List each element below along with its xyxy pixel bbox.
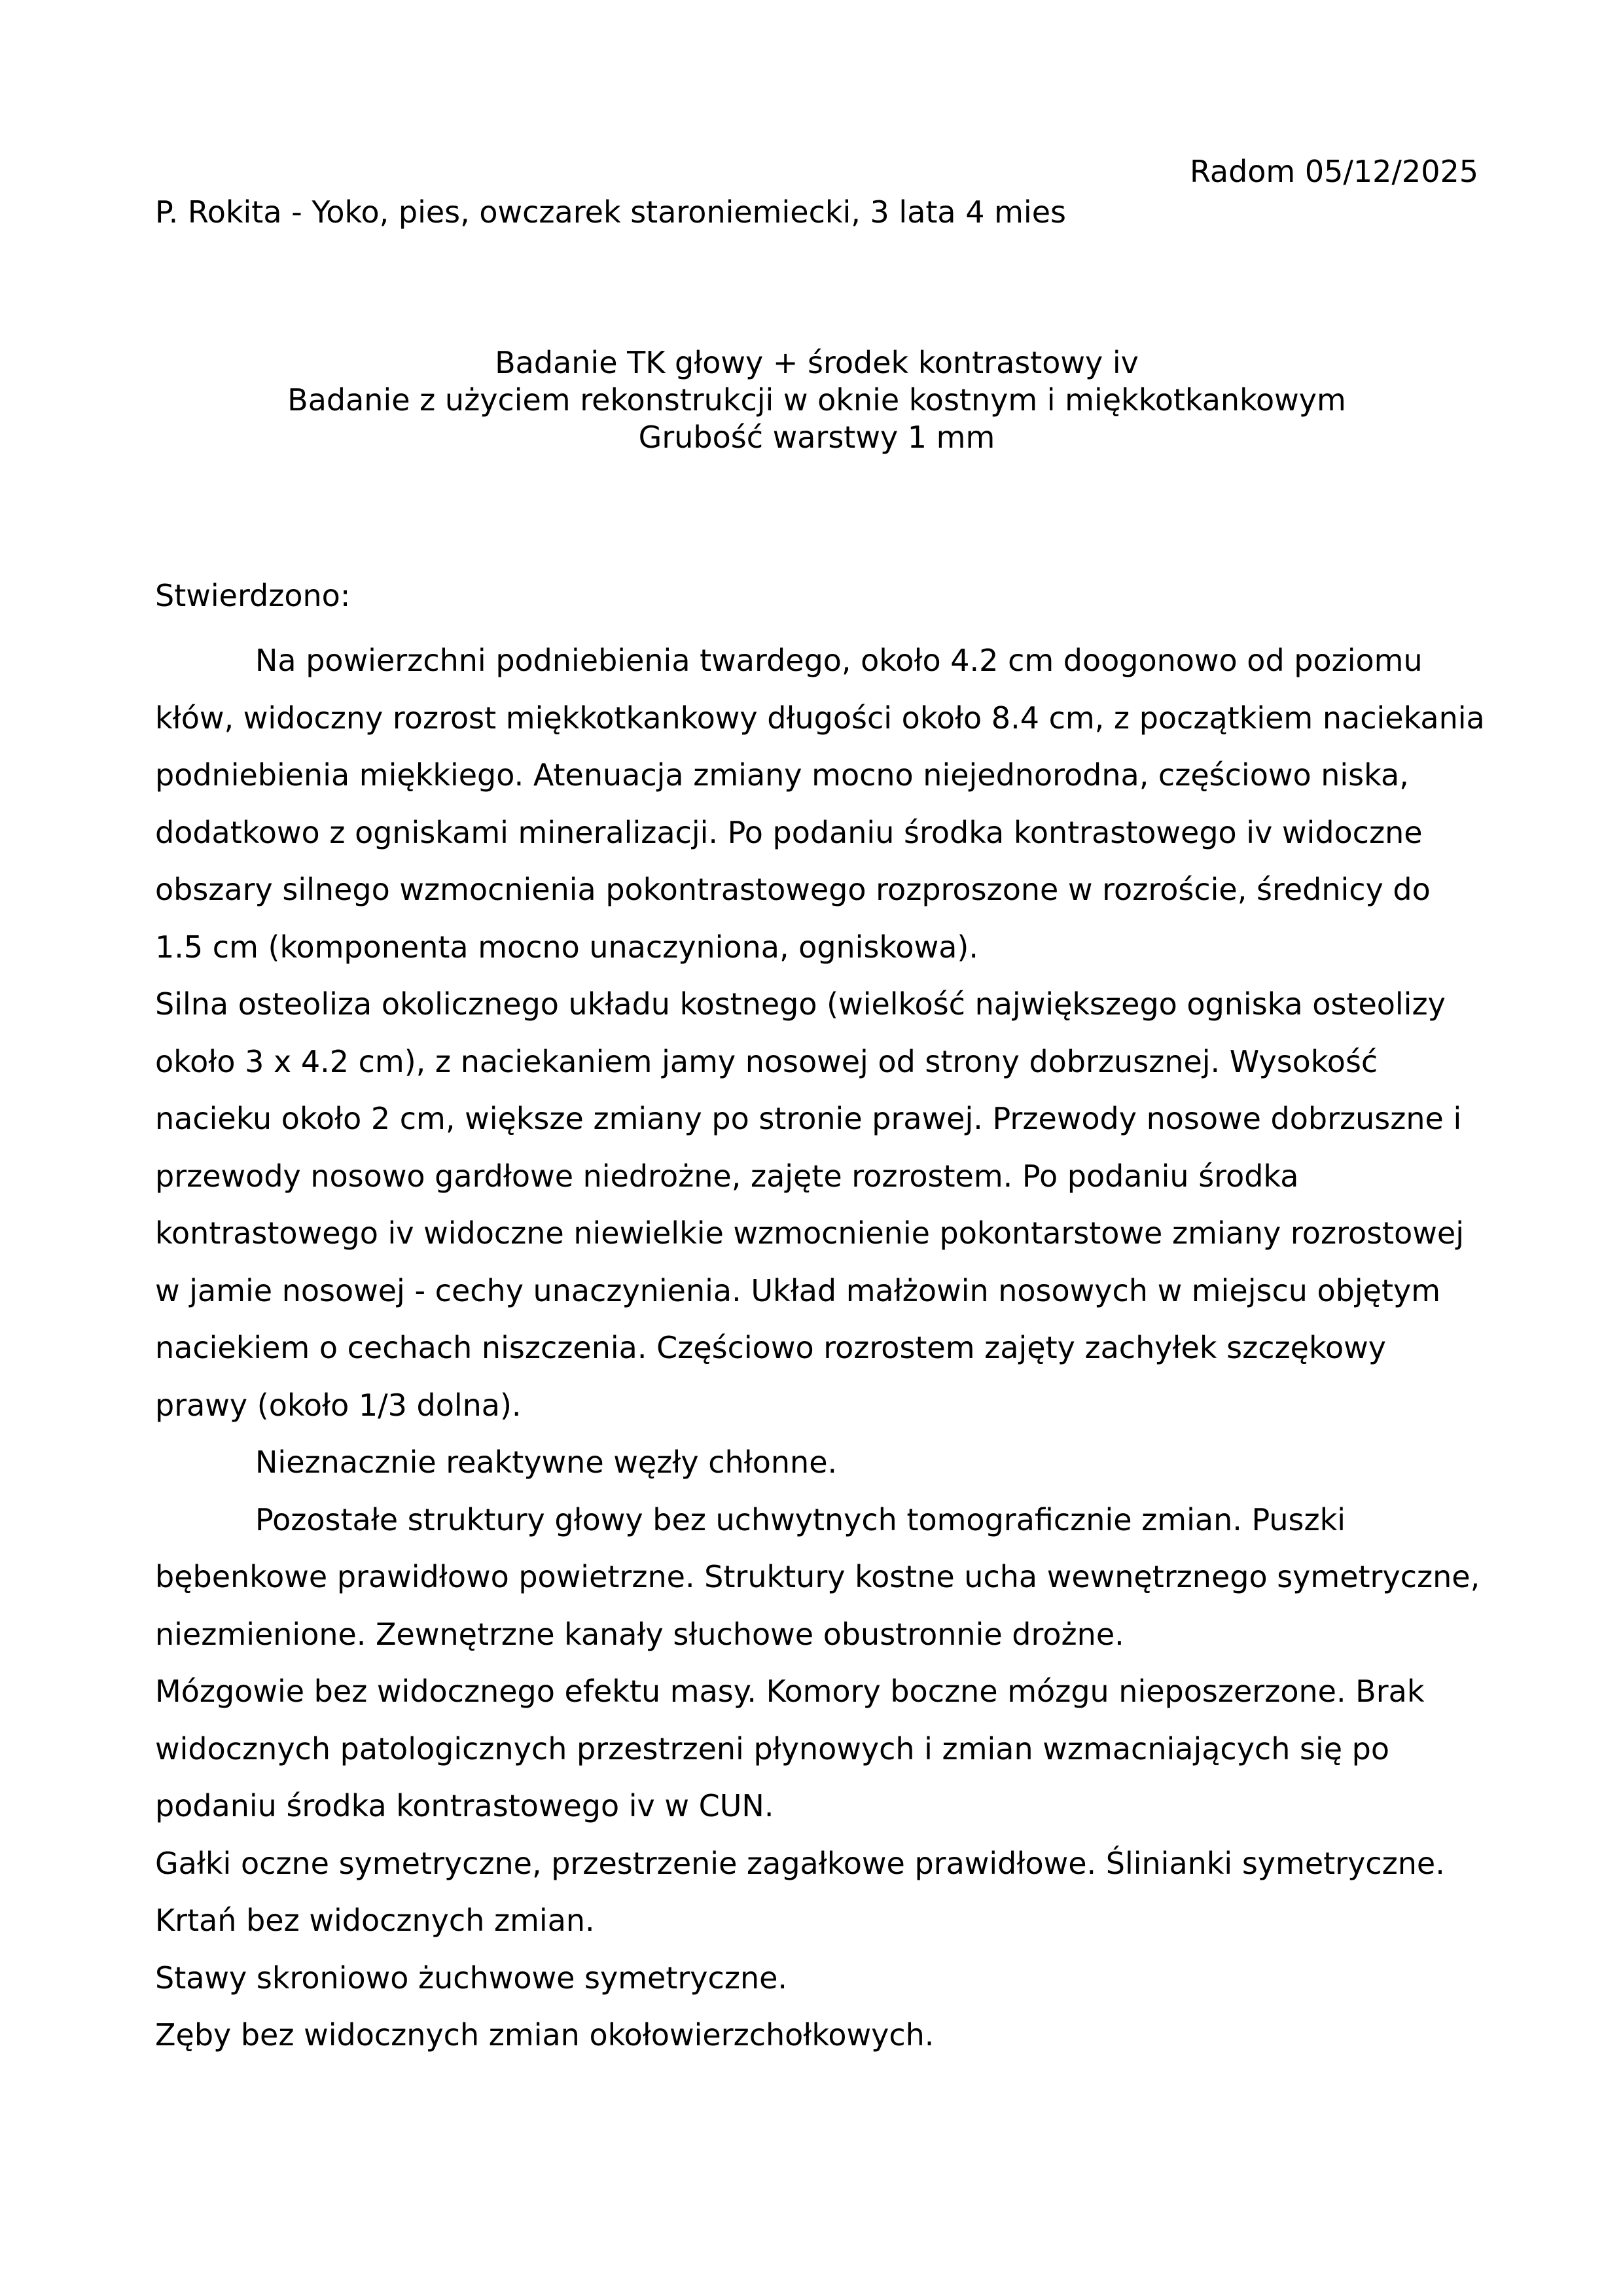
finding-paragraph-larynx: Krtań bez widocznych zmian. xyxy=(155,1903,595,1938)
patient-info: P. Rokita - Yoko, pies, owczarek staroniemiecki, 3 lata 4 mies xyxy=(155,194,1066,230)
finding-paragraph-head-structures: Pozostałe struktury głowy bez uchwytnych tomograficznie zmian. Puszki bębenkowe prawidłowo powietrzne. Struktury kostne ucha wewnętrznego symetryczne, niezmienione. Zewnętrzne kanały słuchowe obustronnie drożne. xyxy=(155,1501,1480,1652)
finding-paragraph-osteolysis: Silna osteoliza okolicznego układu kostnego (wielkość największego ogniska osteolizy około 3 x 4.2 cm), z naciekaniem jamy nosowej od strony dobrzusznej. Wysokość nacieku około 2 cm, większe zmiany po stronie prawej. Przewody nosowe dobrzuszne i przewody nosowo gardłowe niedrożne, zajęte rozrostem. Po podaniu środka kontrastowego iv widoczne niewielkie wzmocnienie pokontarstowe zmiany rozrostowej w jamie nosowej - cechy unaczynienia. Układ małżowin nosowych w miejscu objętym naciekiem o cechach niszczenia. Częściowo rozrostem zajęty zachyłek szczękowy prawy (około 1/3 dolna). xyxy=(155,986,1464,1423)
finding-paragraph-eyes: Gałki oczne symetryczne, przestrzenie zagałkowe prawidłowe. Ślinianki symetryczne. xyxy=(155,1845,1445,1881)
finding-paragraph-palate: Na powierzchni podniebienia twardego, około 4.2 cm doogonowo od poziomu kłów, widoczny rozrost miękkotkankowy długości około 8.4 cm, z początkiem naciekania podniebienia miękkiego. Atenuacja zmiany mocno niejednorodna, częściowo niska, dodatkowo z ogniskami mineralizacji. Po podaniu środka kontrastowego iv widoczne obszary silnego wzmocnienia pokontrastowego rozproszone w rozroście, średnicy do 1.5 cm (komponenta mocno unaczyniona, ogniskowa). xyxy=(155,643,1485,965)
finding-paragraph-brain: Mózgowie bez widocznego efektu masy. Komory boczne mózgu nieposzerzone. Brak widocznych patologicznych przestrzeni płynowych i zmian wzmacniających się po podaniu środka kontrastowego iv w CUN. xyxy=(155,1674,1425,1823)
findings-label: Stwierdzono: xyxy=(155,578,351,613)
report-date: Radom 05/12/2025 xyxy=(1189,154,1478,189)
exam-slice-thickness: Grubość warstwy 1 mm xyxy=(638,420,995,455)
findings-body xyxy=(155,632,1487,2064)
exam-reconstruction: Badanie z użyciem rekonstrukcji w oknie kostnym i miękkotkankowym xyxy=(287,382,1346,418)
exam-title: Badanie TK głowy + środek kontrastowy iv xyxy=(495,345,1139,380)
finding-paragraph-lymph-nodes: Nieznacznie reaktywne węzły chłonne. xyxy=(255,1444,838,1480)
finding-paragraph-teeth: Zęby bez widocznych zmian okołowierzchołkowych. xyxy=(155,2017,935,2053)
exam-heading xyxy=(155,344,1478,456)
finding-paragraph-tmj: Stawy skroniowo żuchwowe symetryczne. xyxy=(155,1960,788,1996)
